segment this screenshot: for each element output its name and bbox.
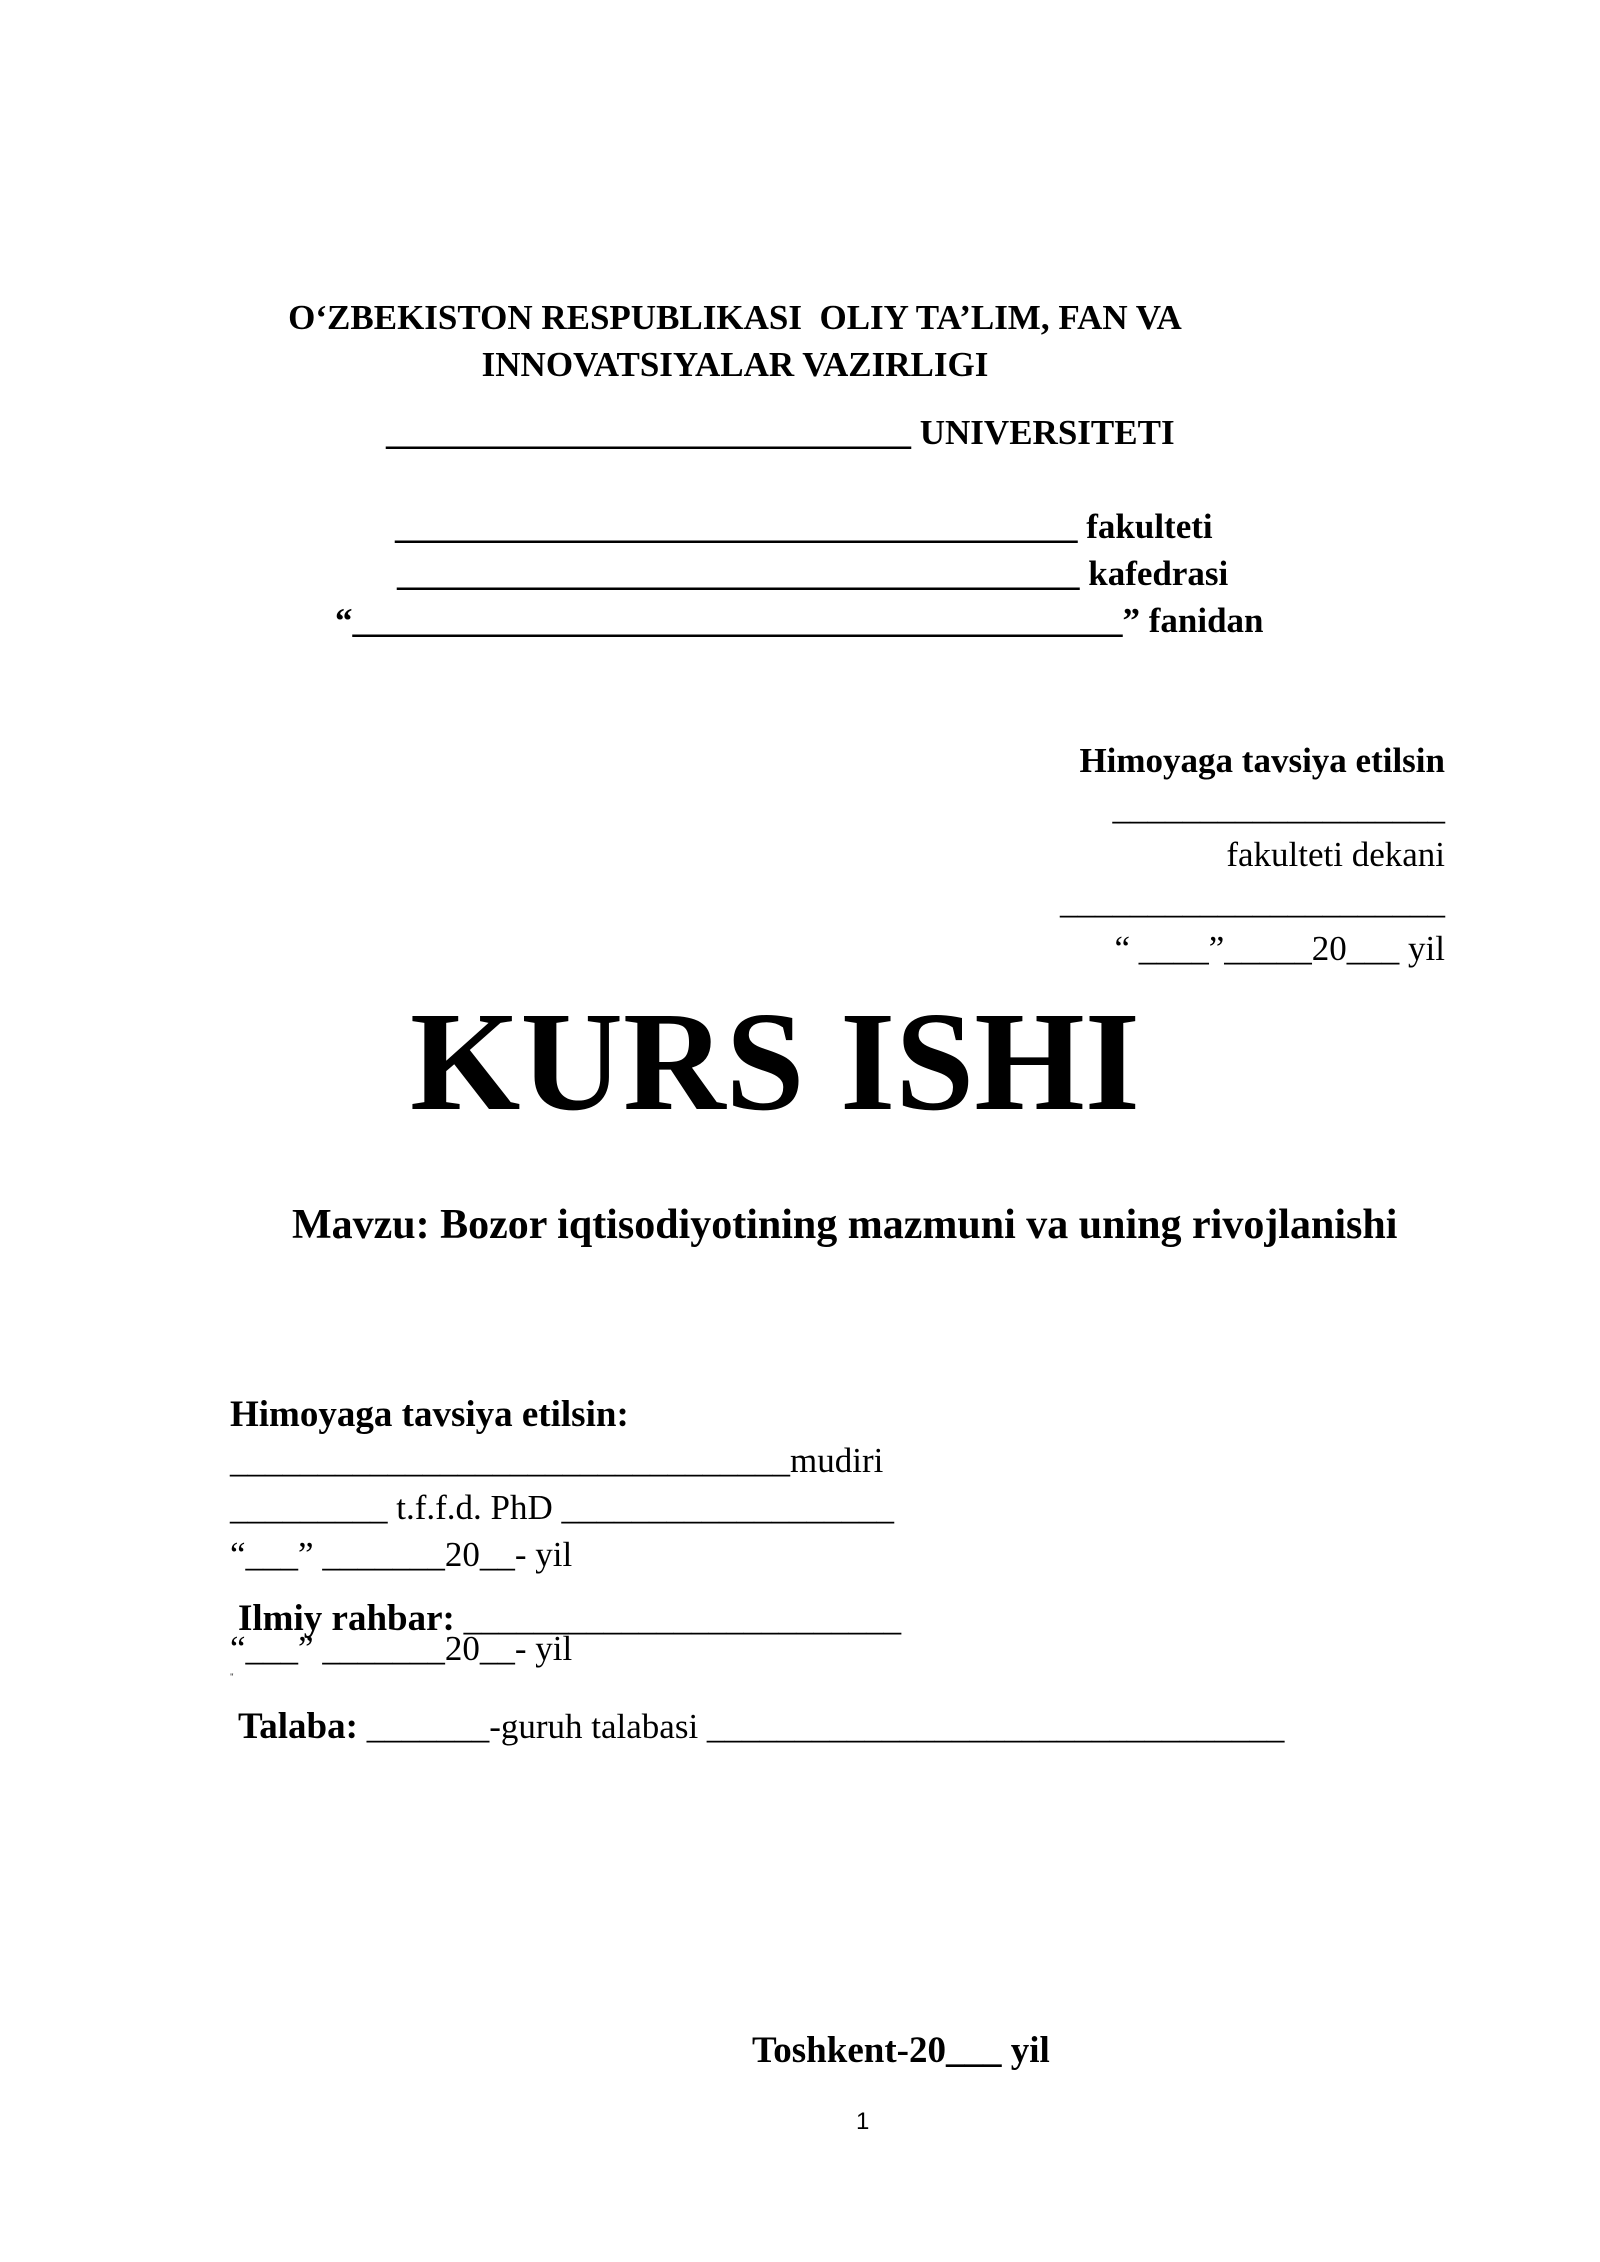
head-line: ________________________________mudiri: [230, 1441, 884, 1480]
small-mark: ": [230, 1672, 234, 1682]
supervisor-label: Ilmiy rahbar:: [238, 1598, 455, 1639]
department-line: _______________________________________ kafedrasi: [397, 554, 1229, 593]
dean-label: fakulteti dekani: [1226, 835, 1445, 874]
approval-top-title: Himoyaga tavsiya etilsin: [1079, 741, 1445, 780]
student-row: [230, 1692, 1284, 1745]
date-line-2: “___” _______20__- yil: [230, 1629, 573, 1668]
document-title: KURS ISHI: [410, 982, 1140, 1140]
approval-top-sign-line-2: ______________________: [1060, 882, 1445, 921]
city-year: Toshkent-20___ yil: [752, 2030, 1050, 2071]
degree-line: _________ t.f.f.d. PhD ___________________: [230, 1488, 895, 1527]
subject-line: “____________________________________________” fanidan: [335, 601, 1264, 640]
approval-top-date-line: “ ____”_____20___ yil: [1114, 929, 1445, 968]
date-line-1: “___” _______20__- yil: [230, 1535, 573, 1574]
topic-line: Mavzu: Bozor iqtisodiyotining mazmuni va uning rivojlanishi: [292, 1202, 1398, 1248]
approval-top-sign-line-1: ___________________: [1112, 788, 1445, 827]
university-line: ______________________________ UNIVERSITETI: [386, 413, 1175, 452]
student-label: Talaba:: [238, 1706, 358, 1747]
supervisor-line: _________________________: [454, 1599, 902, 1638]
ministry-line-1: O‘ZBEKISTON RESPUBLIKASI OLIY TA’LIM, FAN VA: [288, 298, 1182, 337]
student-line: _______-guruh talabasi _________________________________: [357, 1707, 1285, 1746]
faculty-line: _______________________________________ fakulteti: [395, 507, 1213, 546]
page-number: 1: [856, 2108, 870, 2135]
ministry-line-2: INNOVATSIYALAR VAZIRLIGI: [481, 345, 989, 384]
approval-bottom-title: Himoyaga tavsiya etilsin:: [230, 1394, 629, 1435]
